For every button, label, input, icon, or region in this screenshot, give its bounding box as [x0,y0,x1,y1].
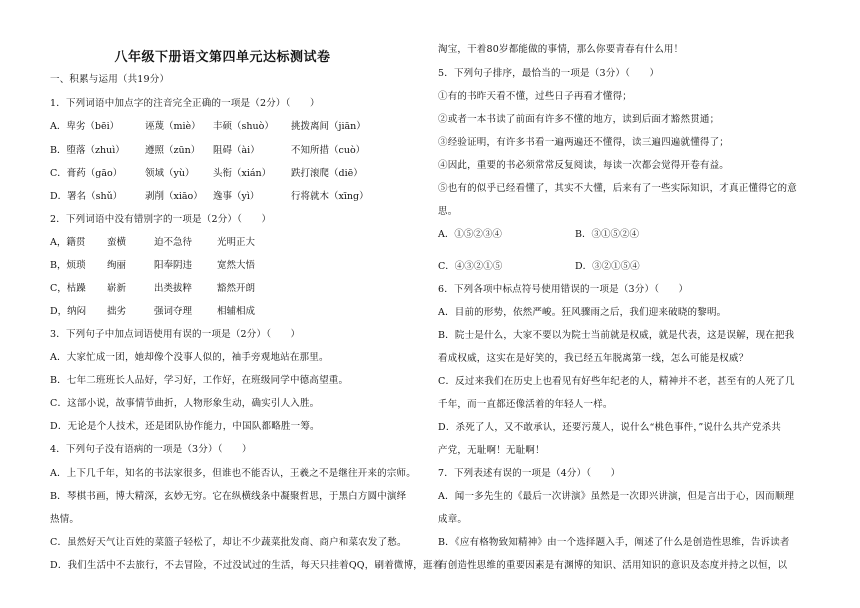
question-5-option-a: A．①⑤②③④ [438,229,502,240]
question-4-stem: 4．下列句子没有语病的一项是（3分）（ ） [50,444,252,455]
sentence-5-cont: 思。 [438,206,458,217]
option-text: 诬蔑（miè） [145,121,201,132]
question-6-option-d: D．杀死了人，又不敢承认，还要污蔑人，说什么“桃色事件，”说什么共产党杀共 [438,422,781,433]
question-6-option-c: C．反过来我们在历史上也看见有好些年纪老的人，精神并不老，甚至有的人死了几 [438,376,795,387]
question-6-option-a: A．目前的形势，依然严峻。狂风骤雨之后，我们迎来破晓的黎明。 [438,307,727,318]
option-text: A，籍贯 [50,237,86,248]
section-heading: 一、积累与运用（共19分） [50,74,170,85]
question-4-option-d-cont: 淘宝，干着80岁都能做的事情，那么你要青春有什么用！ [438,44,684,55]
question-6-option-d-cont: 产党，无耻啊！无耻啊！ [438,445,545,456]
option-text: 逸事（yì） [213,191,260,202]
question-5-option-b: B．③①⑤②④ [575,229,639,240]
question-6-option-b-cont: 看成权威，这实在是好笑的，我已经五年脱离第一线，怎么可能是权威？ [438,353,749,364]
option-text: C．膏药（gāo） [50,168,123,179]
option-text: 行将就木（xīng） [291,191,369,202]
option-text: 剥削（xiāo） [145,191,203,202]
question-7-option-a: A．闻一多先生的《最后一次讲演》虽然是一次即兴讲演，但是言出于心，因而顺理 [438,491,795,502]
question-1-stem: 1．下列词语中加点字的注音完全正确的一项是（2分）（ ） [50,98,320,109]
question-3-option-c: C．这部小说，故事情节曲折，人物形象生动，确实引人入胜。 [50,398,320,409]
question-4-option-b-cont: 热情。 [50,514,80,525]
question-6-stem: 6．下列各项中标点符号使用错误的一项是（3分）（ ） [438,284,689,295]
option-text: 挑拨离间（jiān） [291,121,366,132]
option-text: 强词夺理 [154,306,193,317]
sentence-2: ②或者一本书读了前面有许多不懂的地方，读到后面才豁然贯通； [438,114,720,125]
option-text: 阳奉阴违 [154,260,193,271]
question-6-option-c-cont: 千年，而一直都还像活着的年轻人一样。 [438,399,613,410]
option-text: 阻碍（ài） [213,145,260,156]
option-text: 拙劣 [107,306,127,317]
question-3-option-a: A．大家忙成一团，她却像个没事人似的，袖手旁观地站在那里。 [50,352,329,363]
question-2-stem: 2．下列词语中没有错别字的一项是（2分）（ ） [50,214,272,225]
sentence-1: ①有的书昨天看不懂，过些日子再看才懂得； [438,91,633,102]
question-5-option-c: C．④③②①⑤ [438,261,503,272]
option-text: 相辅相成 [217,306,256,317]
option-text: 豁然开朗 [217,283,256,294]
question-3-stem: 3．下列句子中加点词语使用有误的一项是（2分）（ ） [50,329,301,340]
option-text: B．堕落（zhuì） [50,145,125,156]
option-text: 宽然大悟 [217,260,256,271]
option-text: D．署名（shǔ） [50,191,123,202]
option-text: 遵照（zūn） [145,145,201,156]
option-text: 出类拔粹 [154,283,193,294]
question-5-stem: 5．下列句子排序，最恰当的一项是（3分）（ ） [438,68,660,79]
option-text: B，烦琐 [50,260,86,271]
option-text: 丰硕（shuò） [213,121,274,132]
question-4-option-d: D．我们生活中不去旅行，不去冒险，不过没试过的生活，每天只挂着QQ，刷着微博，逛着 [50,560,443,571]
question-4-option-c: C．虽然好天气让百姓的菜篮子轻松了，却让不少蔬菜批发商、商户和菜农发了愁。 [50,537,407,548]
question-5-option-d: D．③②①⑤④ [575,261,640,272]
question-7-option-a-cont: 成章。 [438,514,468,525]
sentence-5: ⑤也有的似乎已经看懂了，其实不大懂，后来有了一些实际知识，才真正懂得它的意 [438,183,797,194]
option-text: 蛮横 [107,237,127,248]
exam-title: 八年级下册语文第四单元达标测试卷 [114,50,331,65]
question-3-option-d: D．无论是个人技术，还是团队协作能力，中国队都略胜一筹。 [50,421,320,432]
sentence-3: ③经验证明，有许多书看一遍两遍还不懂得，读三遍四遍就懂得了； [438,137,730,148]
question-4-option-a: A．上下几千年，知名的书法家很多，但谁也不能否认，王羲之不是继往开来的宗师。 [50,468,416,479]
question-4-option-b: B．琴棋书画，博大精深，玄妙无穷。它在纵横线条中凝聚哲思，于黑白方圆中演绎 [50,491,407,502]
option-text: A．卑劣（bēi） [50,121,120,132]
option-text: 迫不急待 [154,237,193,248]
question-7-stem: 7．下列表述有误的一项是（4分）（ ） [438,468,621,479]
sentence-4: ④因此，重要的书必须常常反复阅读，每读一次都会觉得开卷有益。 [438,160,730,171]
option-text: 领域（yù） [145,168,195,179]
option-text: 绚丽 [107,260,127,271]
option-text: C，枯躁 [50,283,86,294]
option-text: 头衔（xián） [213,168,272,179]
option-text: 光明正大 [217,237,256,248]
option-text: D，纳闷 [50,306,87,317]
option-text: 崭新 [107,283,127,294]
question-6-option-b: B．院士是什么，大家不要以为院士当前就是权威，就是代表，这是误解，现在把我 [438,330,795,341]
option-text: 跌打滚爬（diē） [291,168,363,179]
question-7-option-b: B．《应有格物致知精神》由一个选择题入手，阐述了什么是创造性思维，告诉读者 [438,537,790,548]
question-3-option-b: B．七年二班班长人品好，学习好，工作好，在班级同学中德高望重。 [50,375,349,386]
question-7-option-b-cont: 有创造性思维的重要因素是有渊博的知识、活用知识的意识及态度并持之以恒，以 [438,560,788,571]
option-text: 不知所措（cuò） [291,145,366,156]
